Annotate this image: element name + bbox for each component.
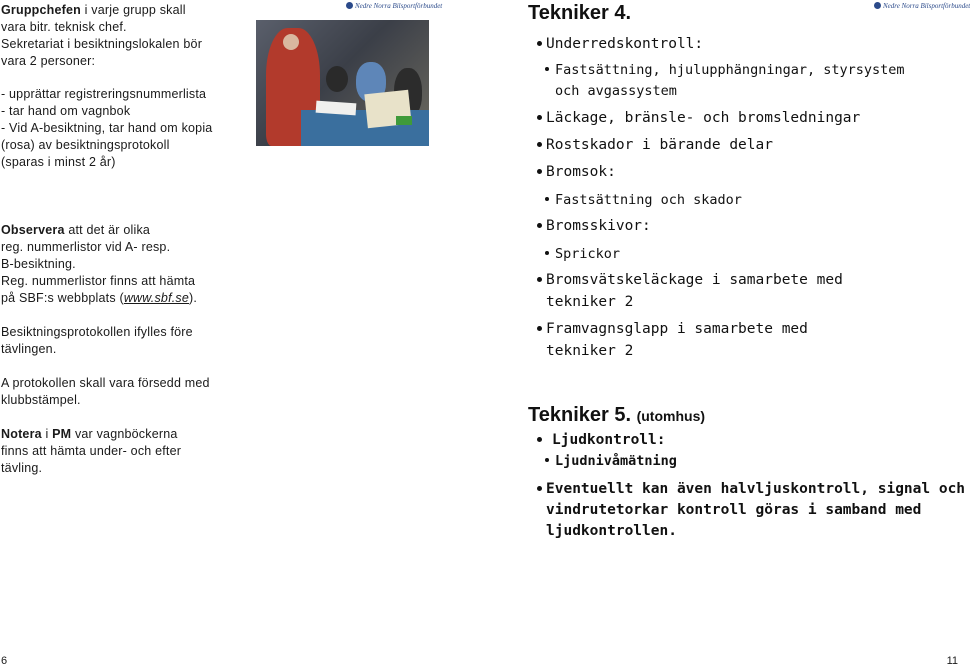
website-post: ). (189, 291, 198, 305)
bullet-dot-icon (545, 251, 549, 255)
heading-tekniker-5-suffix: (utomhus) (636, 408, 706, 424)
bullet-item-cont: ljudkontrollen. (546, 523, 677, 539)
text-line: Sekretariat i besiktningslokalen bör (1, 37, 203, 51)
bullet-item: Framvagnsglapp i samarbete med (546, 321, 808, 337)
bullet-item: Fastsättning och skador (555, 192, 742, 208)
text-line: reg. nummerlistor vid A- resp. (1, 240, 171, 254)
logo-badge-icon (346, 2, 353, 9)
bullet-item-cont: tekniker 2 (546, 343, 634, 359)
right-page (480, 0, 970, 669)
heading-tekniker-5 (528, 404, 705, 427)
text-line: finns att hämta under- och efter (1, 444, 182, 458)
bullet-dot-icon (537, 437, 542, 442)
bullet-dot-icon (537, 223, 542, 228)
website-link[interactable]: www.sbf.se (123, 291, 190, 305)
text-line: tävling. (1, 461, 43, 475)
bullet-item-cont: vindrutetorkar kontroll göras i samband med (546, 502, 922, 518)
bullet-item: Sprickor (555, 246, 621, 262)
page-number-right: 11 (946, 655, 958, 667)
bullet-item: Ljudkontroll: (552, 432, 666, 448)
text-line: vara bitr. teknisk chef. (1, 20, 127, 34)
list-item: - Vid A-besiktning, tar hand om kopia (1, 121, 213, 135)
note-term: Notera (1, 427, 42, 441)
bullet-item: Läckage, bränsle- och bromsledningar (546, 110, 861, 126)
bullet-dot-icon (537, 115, 542, 120)
list-item: (sparas i minst 2 år) (1, 155, 116, 169)
bullet-dot-icon (537, 326, 542, 331)
note-mid: i (41, 427, 53, 441)
bullet-item: Bromsvätskeläckage i samarbete med (546, 272, 843, 288)
logo-badge-icon (874, 2, 881, 9)
text-line: B-besiktning. (1, 257, 76, 271)
observe-rest: att det är olika (64, 223, 151, 237)
observe-line-1 (1, 222, 150, 239)
bullet-dot-icon (537, 486, 542, 491)
logo-text: Nedre Norra Bilsportförbundet (355, 2, 443, 10)
text-line: Besiktningsprotokollen ifylles före (1, 325, 193, 339)
bullet-item-cont: tekniker 2 (546, 294, 634, 310)
list-item: - tar hand om vagnbok (1, 104, 131, 118)
observe-term: Observera (1, 223, 65, 237)
website-line (1, 290, 197, 307)
note-rest: var vagnböckerna (71, 427, 178, 441)
text-line: klubbstämpel. (1, 393, 81, 407)
group-chief-term: Gruppchefen (1, 3, 81, 17)
bullet-item: Underredskontroll: (546, 36, 704, 52)
bullet-item-cont: och avgassystem (555, 83, 677, 99)
photo-person (326, 66, 348, 92)
bullet-item: Rostskador i bärande delar (546, 137, 773, 153)
logo-text: Nedre Norra Bilsportförbundet (883, 2, 970, 10)
list-item: (rosa) av besiktningsprotokoll (1, 138, 170, 152)
inspection-photo (256, 20, 429, 146)
logo (346, 2, 442, 10)
bullet-dot-icon (545, 67, 549, 71)
photo-head (283, 34, 299, 50)
group-chief-rest: i varje grupp skall (80, 3, 186, 17)
bullet-dot-icon (545, 458, 549, 462)
note-line-1 (1, 426, 178, 443)
group-chief-line-1 (1, 2, 186, 19)
text-line: A protokollen skall vara försedd med (1, 376, 210, 390)
text-line: Reg. nummerlistor finns att hämta (1, 274, 196, 288)
website-pre: på SBF:s webbplats ( (1, 291, 124, 305)
text-line: tävlingen. (1, 342, 57, 356)
photo-sticker (396, 116, 412, 125)
bullet-dot-icon (537, 169, 542, 174)
heading-tekniker-5-text: Tekniker 5. (528, 404, 632, 426)
bullet-item: Ljudnivåmätning (555, 453, 677, 469)
bullet-item: Bromsok: (546, 164, 616, 180)
page-number-left: 6 (1, 655, 8, 667)
pm-term: PM (52, 427, 72, 441)
bullet-item: Eventuellt kan även halvljuskontroll, signal och (546, 481, 966, 497)
list-item: - upprättar registreringsnummerlista (1, 87, 207, 101)
left-page (0, 0, 480, 669)
heading-tekniker-4: Tekniker 4. (528, 2, 632, 24)
bullet-dot-icon (537, 277, 542, 282)
bullet-dot-icon (537, 41, 542, 46)
bullet-item: Fastsättning, hjulupphängningar, styrsystem (555, 62, 905, 78)
text-line: vara 2 personer: (1, 54, 96, 68)
bullet-item: Bromsskivor: (546, 218, 651, 234)
bullet-dot-icon (545, 197, 549, 201)
logo (874, 2, 970, 10)
bullet-dot-icon (537, 142, 542, 147)
